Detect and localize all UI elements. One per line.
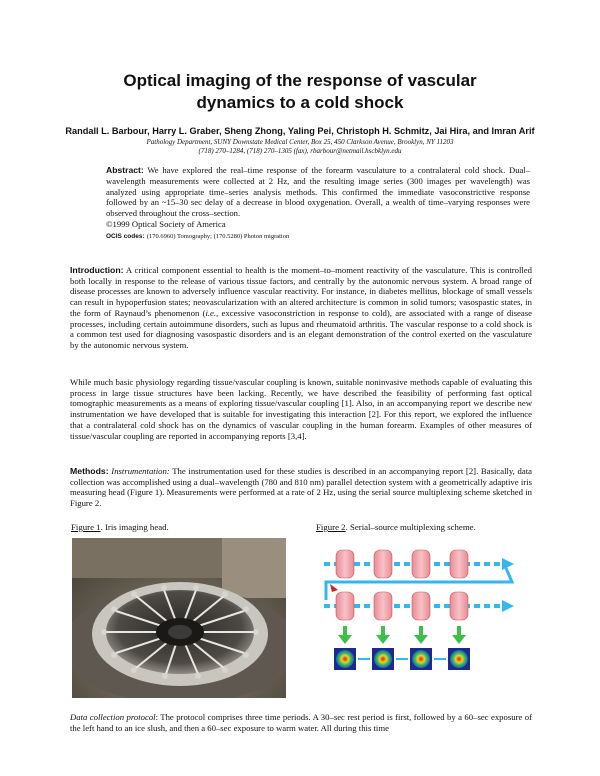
introduction-paragraph-1: Introduction: A critical component essential to health is the moment–to–moment reactivity of the vasculature. This is controlled both locally in response to the release of various tissue factors, and centrally by the autonomic nervous system. A broad range of disease processes are known to adversely influence vascular reactivity. For instance, in diabetes mellitus, blockage of small vessels can result in hypoperfusion states; neovascularization with an altered architecture is common in solid tumors; vasospastic states, in the form of Raynaud’s phenomenon (i.e., excessive vasoconstriction in response to cold), are associated with a range of disease processes, including certain autoimmune disorders, such as lupus and rheumatoid arthritis. The vascular response to a cold shock is a common test used for diagnosing vasospastic disorders and is an elegant demonstration of the control exerted on the vasculature by the autonomic nervous system.	[70, 265, 532, 350]
multiplexing-diagram	[316, 538, 526, 694]
authors: Randall L. Barbour, Harry L. Graber, Sheng Zhong, Yaling Pei, Christoph H. Schmitz, Jai Hira, and Imran Arif	[65, 126, 535, 136]
figure2-label: Figure 2	[316, 522, 346, 532]
title-line-1: Optical imaging of the response of vascular	[123, 71, 477, 90]
image-tiles	[334, 648, 470, 670]
figure2-diagram	[316, 538, 526, 694]
data-collection-label: Data collection protocol	[70, 712, 156, 722]
ocis-codes	[106, 230, 530, 243]
methods-sublabel: Instrumentation:	[111, 466, 170, 476]
paper-title	[60, 70, 540, 114]
figure1-label: Figure 1	[71, 522, 101, 532]
abstract	[106, 165, 530, 243]
figure1-photo	[72, 538, 286, 698]
data-collection-paragraph: Data collection protocol: The protocol comprises three time periods. A 30–sec rest period is first, followed by a 60–sec exposure of the left hand to an ice slush, and then a 60–sec exposure to warm water. All during this time	[70, 712, 532, 733]
abstract-text: We have explored the real–time response of the forearm vasculature to a contralateral cold shock. Dual–wavelength measurements were collected at 2 Hz, and the resulting image series (300 images per wavelength) was analyzed using appropriate time–series analysis methods. This confirmed the immediate vasoconstrictive response followed by an ~15–30 sec delay of a decrease in blood oxygenation. Overall, a wealth of time–varying responses were observed throughout the cross–section.	[106, 165, 530, 219]
iris-head-illustration	[72, 538, 286, 698]
ocis-text: (170.6960) Tomography; (170.5280) Photon migration	[146, 232, 290, 240]
row-2	[324, 584, 514, 620]
introduction-label: Introduction:	[70, 265, 124, 275]
methods-label: Methods:	[70, 466, 109, 476]
contact-info: (718) 270–1284, (718) 270–1305 (fax), rbarbour@netmail.hscbklyn.edu	[198, 147, 402, 155]
copyright: ©1999 Optical Society of America	[106, 218, 226, 229]
methods-paragraph: Methods: Instrumentation: The instrumentation used for these studies is described in an accompanying report [2]. Basically, data collection was accomplished using a dual–wavelength (780 and 810 nm) parallel detection system with a geometrically adaptive iris measuring head (Figure 1). Measurements were performed at a rate of 2 Hz, using the serial source multiplexing scheme sketched in Figure 2.	[70, 466, 533, 509]
title-line-2: dynamics to a cold shock	[196, 93, 404, 112]
figure1-caption: Figure 1. Iris imaging head.	[71, 522, 169, 532]
affiliation: Pathology Department, SUNY Downstate Medical Center, Box 25, 450 Clarkson Avenue, Brooklyn, NY 11203	[146, 138, 454, 146]
ocis-label: OCIS codes:	[106, 232, 145, 240]
introduction-paragraph-2: While much basic physiology regarding tissue/vascular coupling is known, suitable noninvasive methods capable of evaluating this process in large tissue structures have been lacking. Recently, we have described the feasibility of performing fast optical tomographic measurements as a means of exploring tissue/vascular coupling [1]. Also, in an accompanying report we describe new instrumentation we have developed that is suitable for investigating this interaction [2]. For this report, we explored the influence that a contralateral cold shock has on the dynamics of vascular coupling in the human forearm. Examples of other measures of tissue/vascular coupling are reported in accompanying reports [3,4].	[70, 377, 532, 441]
down-arrows	[338, 626, 466, 644]
figure2-caption: Figure 2. Serial–source multiplexing scheme.	[316, 522, 476, 532]
abstract-label: Abstract:	[106, 165, 144, 175]
